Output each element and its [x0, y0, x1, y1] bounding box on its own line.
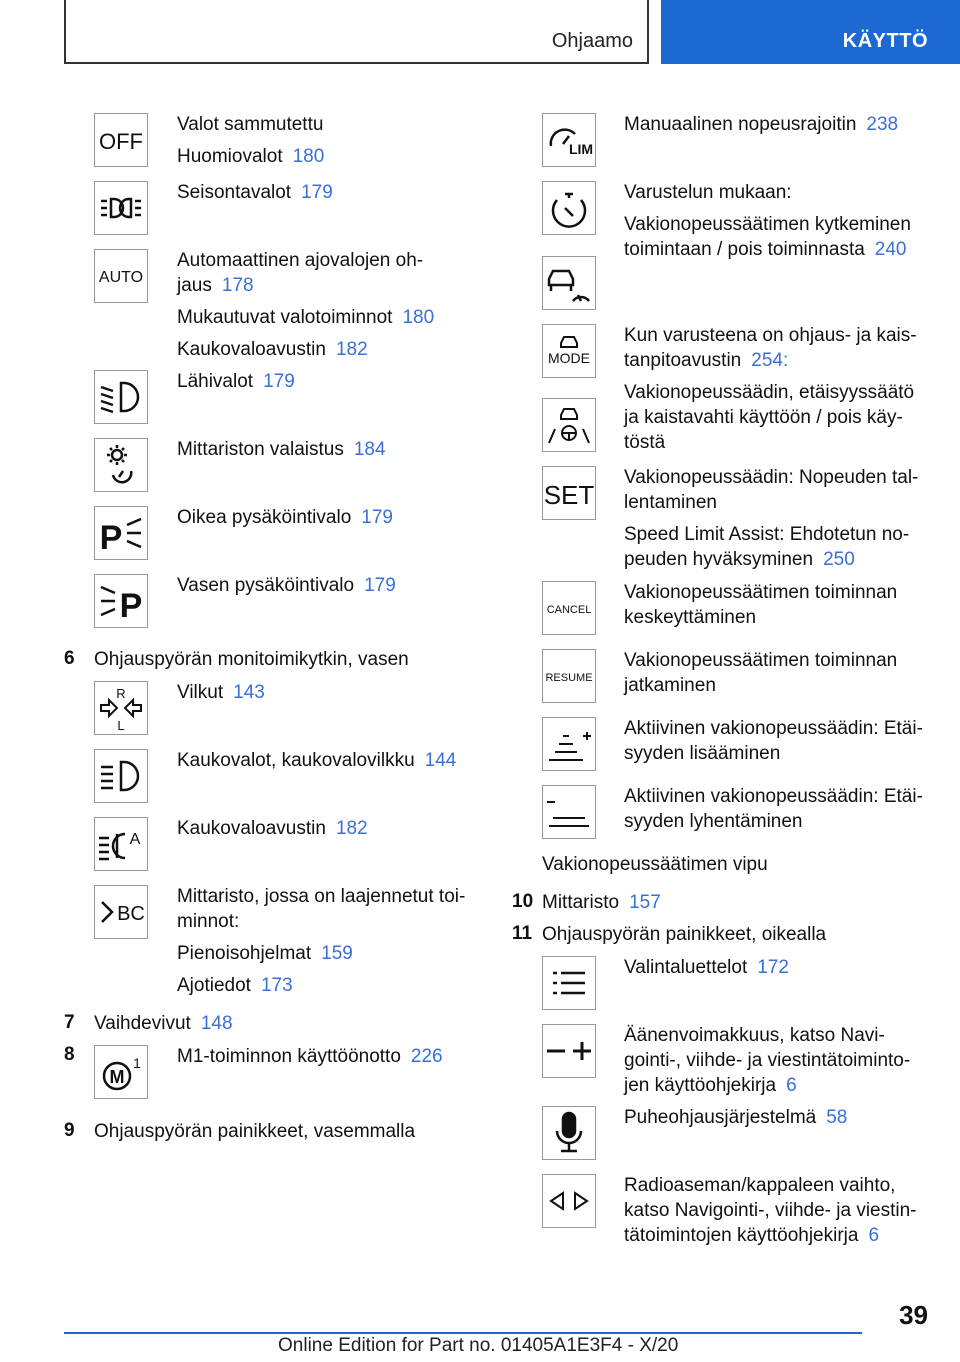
entry-distance-increase [624, 716, 923, 766]
mode-icon [542, 324, 596, 378]
entry-instrument-lighting [177, 437, 386, 462]
entry-line-text: Puheohjausjärjestelmä [624, 1107, 817, 1128]
entry-line [624, 741, 923, 766]
entry-parking-right [177, 505, 393, 530]
entry-line-text: Valintaluettelot [624, 957, 748, 978]
entry-cancel [624, 580, 897, 630]
item-number-9: 9 [64, 1120, 75, 1141]
lim-icon [542, 113, 596, 167]
item-7 [94, 1011, 233, 1036]
page-reference-link[interactable]: 240 [874, 239, 907, 260]
entry-line [624, 323, 917, 348]
entry-line [177, 909, 465, 934]
entry-station-change [624, 1173, 917, 1248]
entry-line [177, 748, 456, 773]
lane-assist-icon [542, 398, 596, 452]
entry-line [624, 1073, 910, 1098]
svg-text:LIM: LIM [568, 141, 594, 157]
entry-line-text: Vakionopeussäätimen toiminnan [624, 650, 898, 671]
auto-icon [94, 249, 148, 303]
entry-line-text: Vakionopeussäätimen toiminnan [624, 582, 898, 603]
entry-line [177, 144, 324, 169]
header-section [64, 0, 649, 64]
list-icon [542, 956, 596, 1010]
low-beam-icon [94, 370, 148, 424]
item-number-7: 7 [64, 1012, 75, 1033]
entry-line-text: Oikea pysäköintivalo [177, 507, 352, 528]
turn-signal-icon [94, 681, 148, 735]
entry-line-text: Mukautuvat valotoiminnot [177, 307, 393, 328]
entry-voice-control [624, 1105, 847, 1130]
entry-line-text: jatkaminen [624, 675, 716, 696]
svg-text:P: P [119, 587, 143, 625]
svg-text:MODE: MODE [548, 350, 590, 366]
entry-line [177, 305, 434, 330]
page-reference-link[interactable]: 179 [364, 575, 396, 596]
entry-line-text: minnot: [177, 911, 240, 932]
entry-line [177, 573, 396, 598]
entry-steering-assistant [624, 323, 917, 455]
entry-line-text: Speed Limit Assist: Ehdotetun no- [624, 524, 910, 545]
entry-line-text: ja kaistavahti käyttöön / pois käy- [624, 407, 903, 428]
distance-plus-icon [542, 717, 596, 771]
svg-text:OFF: OFF [99, 129, 143, 154]
entry-line [624, 1023, 910, 1048]
entry-line [624, 237, 911, 262]
page-reference-link[interactable]: 143 [233, 682, 265, 703]
skip-icon [542, 1174, 596, 1228]
entry-line-text: Kaukovaloavustin [177, 339, 326, 360]
page-reference-link[interactable]: 173 [260, 975, 293, 996]
cruise-icon [542, 181, 596, 235]
svg-text:SET: SET [543, 480, 595, 510]
entry-line [624, 380, 917, 405]
section-title: Ohjaamo [551, 30, 633, 52]
header-chapter [661, 0, 960, 64]
entry-line-text: Ajotiedot [177, 975, 251, 996]
item-10-title: Mittaristo [542, 892, 620, 913]
svg-text:1: 1 [133, 1055, 141, 1071]
page-reference-link[interactable]: 6 [786, 1075, 797, 1096]
m1-icon [94, 1045, 148, 1099]
entry-line-text: Manuaalinen nopeusrajoitin [624, 114, 857, 135]
item-9-title: Ohjauspyörän painikkeet, vasemmalla [94, 1121, 416, 1142]
entry-speed-limiter [624, 112, 898, 137]
entry-line-text: Pienoisohjelmat [177, 943, 312, 964]
page-reference-link[interactable]: 179 [301, 182, 333, 203]
entry-line [177, 973, 465, 998]
high-beam-assist-icon [94, 817, 148, 871]
entry-line [624, 212, 911, 237]
entry-line [624, 430, 917, 455]
item-number-8: 8 [64, 1044, 75, 1065]
entry-line [624, 955, 789, 980]
entry-high-beam-assist [177, 816, 368, 841]
entry-line [624, 547, 918, 572]
entry-line-text: Äänenvoimakkuus, katso Navi- [624, 1025, 885, 1046]
item-10 [542, 890, 661, 915]
entry-line [624, 580, 897, 605]
entry-line-text: toimintaan / pois toiminnasta [624, 239, 865, 260]
entry-line-text: syyden lisääminen [624, 743, 781, 764]
entry-line [177, 816, 368, 841]
entry-bc [177, 884, 465, 998]
page-reference-link[interactable]: 178 [221, 275, 254, 296]
page-reference-link[interactable]: 179 [263, 371, 295, 392]
acc-icon [542, 256, 596, 310]
item-8-ref[interactable]: 226 [410, 1046, 443, 1067]
item-11-title: Ohjauspyörän painikkeet, oikealla [542, 924, 827, 945]
volume-icon [542, 1024, 596, 1078]
entry-line-text: Seisontavalot [177, 182, 292, 203]
entry-line [624, 809, 923, 834]
entry-line-text: Aktiivinen vakionopeussäädin: Etäi- [624, 786, 923, 807]
svg-text:RESUME: RESUME [545, 672, 593, 684]
entry-line [177, 437, 386, 462]
entry-line-text: peuden hyväksyminen [624, 549, 814, 570]
entry-line-text: Kaukovalot, kaukovalovilkku [177, 750, 415, 771]
entry-line-text: Vakionopeussäädin, etäisyyssäätö [624, 382, 915, 403]
page-reference-link[interactable]: 58 [826, 1107, 848, 1128]
page-reference-link[interactable]: 172 [757, 957, 789, 978]
page-reference-link[interactable]: 180 [402, 307, 435, 328]
entry-line-text: katso Navigointi-, viihde- ja viestin- [624, 1200, 917, 1221]
entry-line-text: tätoimintojen käyttöohjekirja [624, 1225, 859, 1246]
entry-line [177, 680, 265, 705]
page-reference-link[interactable]: 182 [335, 818, 368, 839]
parking-light-right-icon [94, 506, 148, 560]
entry-line-text: Vilkut [177, 682, 224, 703]
entry-line-text: syyden lyhentäminen [624, 811, 803, 832]
entry-line-text: Radioaseman/kappaleen vaihto, [624, 1175, 896, 1196]
item-7-ref[interactable]: 148 [200, 1013, 233, 1034]
entry-line-text: Vakionopeussäätimen kytkeminen [624, 214, 911, 235]
item-number-6: 6 [64, 648, 75, 669]
item-6-title: Ohjauspyörän monitoimikytkin, vasen [94, 649, 409, 670]
entry-line-text: keskeyttäminen [624, 607, 757, 628]
item-10-ref[interactable]: 157 [629, 892, 661, 913]
entry-line [624, 348, 917, 373]
entry-line [624, 673, 897, 698]
entry-line-text: Mittaristo, jossa on laajennetut toi- [177, 886, 466, 907]
entry-resume [624, 648, 897, 698]
entry-line [624, 1048, 910, 1073]
svg-text:CANCEL: CANCEL [546, 604, 592, 616]
entry-line-text: Automaattinen ajovalojen oh- [177, 250, 424, 271]
item-8-title: M1-toiminnon käyttöönotto [177, 1046, 401, 1067]
entry-line-text: Kun varusteena on ohjaus- ja kais- [624, 325, 917, 346]
entry-selection-list [624, 955, 789, 980]
entry-line [177, 505, 393, 530]
entry-line-text: gointi-, viihde- ja viestintätoiminto- [624, 1050, 911, 1071]
page-reference-link[interactable]: 254: [751, 350, 789, 371]
item-8 [177, 1044, 443, 1069]
svg-text:R: R [116, 686, 126, 701]
entry-line-text: Mittariston valaistus [177, 439, 344, 460]
bc-icon [94, 885, 148, 939]
page-number: 39 [899, 1300, 928, 1330]
entry-line [624, 784, 923, 809]
cancel-icon [542, 581, 596, 635]
entry-distance-decrease [624, 784, 923, 834]
entry-line [177, 337, 434, 362]
page-reference-link[interactable]: 159 [321, 943, 353, 964]
instrument-lighting-icon [94, 438, 148, 492]
entry-parking-left [177, 573, 396, 598]
entry-line-text: Vasen pysäköintivalo [177, 575, 355, 596]
entry-line [624, 112, 898, 137]
entry-auto-lights [177, 248, 434, 362]
off-icon [94, 113, 148, 167]
entry-line [177, 273, 434, 298]
page-reference-link[interactable]: 144 [424, 750, 457, 771]
footer-edition: Online Edition for Part no. 01405A1E3F4 - X/20 [278, 1335, 679, 1356]
entry-line-text: jaus [177, 275, 212, 296]
entry-line [177, 248, 434, 273]
entry-cruise-control [624, 180, 911, 262]
entry-line [624, 716, 923, 741]
item-7-title: Vaihdevivut [94, 1013, 191, 1034]
entry-line-text: Varustelun mukaan: [624, 182, 792, 203]
item-number-11: 11 [512, 923, 533, 944]
entry-line [177, 112, 324, 137]
entry-low-beam [177, 369, 295, 394]
svg-text:P: P [99, 519, 123, 557]
set-icon [542, 466, 596, 520]
entry-line-text: Vakionopeussäädin: Nopeuden tal- [624, 467, 919, 488]
entry-line [624, 180, 911, 205]
svg-text:A: A [129, 831, 141, 848]
entry-line [624, 465, 918, 490]
page-reference-link[interactable]: 250 [823, 549, 855, 570]
entry-line-text: Aktiivinen vakionopeussäädin: Etäi- [624, 718, 923, 739]
resume-icon [542, 649, 596, 703]
cruise-lever-caption: Vakionopeussäätimen vipu [542, 854, 768, 875]
entry-line [624, 1173, 917, 1198]
entry-line [177, 941, 465, 966]
page-reference-link[interactable]: 238 [866, 114, 899, 135]
entry-parking-lights [177, 180, 333, 205]
chapter-title: KÄYTTÖ [842, 30, 928, 52]
svg-text:L: L [117, 718, 125, 733]
item-number-10: 10 [512, 891, 534, 912]
entry-line [624, 1105, 847, 1130]
svg-text:BC: BC [117, 903, 145, 925]
page-reference-link[interactable]: 182 [335, 339, 368, 360]
microphone-icon [542, 1106, 596, 1160]
entry-line-text: tanpitoavustin [624, 350, 742, 371]
high-beam-icon [94, 749, 148, 803]
entry-line [624, 490, 918, 515]
parking-light-left-icon [94, 574, 148, 628]
entry-turn-signal [177, 680, 265, 705]
svg-text:M: M [109, 1067, 125, 1087]
entry-line [624, 1223, 917, 1248]
entry-high-beam [177, 748, 456, 773]
entry-line-text: Valot sammutettu [177, 114, 324, 135]
parking-lights-icon [94, 181, 148, 235]
entry-lights-off [177, 112, 324, 169]
distance-minus-icon [542, 785, 596, 839]
page-reference-link[interactable]: 184 [353, 439, 386, 460]
entry-volume [624, 1023, 910, 1098]
entry-line-text: töstä [624, 432, 666, 453]
entry-line-text: Huomiovalot [177, 146, 283, 167]
page-reference-link[interactable]: 179 [361, 507, 393, 528]
svg-text:AUTO: AUTO [98, 269, 144, 286]
entry-line-text: Kaukovaloavustin [177, 818, 326, 839]
entry-line-text: jen käyttöohjekirja [624, 1075, 777, 1096]
page-reference-link[interactable]: 180 [292, 146, 325, 167]
entry-set-speed [624, 465, 918, 572]
page-reference-link[interactable]: 6 [868, 1225, 880, 1246]
entry-line [624, 405, 917, 430]
entry-line [624, 605, 897, 630]
entry-line [177, 884, 465, 909]
entry-line [624, 648, 897, 673]
entry-line-text: Lähivalot [177, 371, 254, 392]
entry-line [624, 1198, 917, 1223]
entry-line [624, 522, 918, 547]
entry-line [177, 180, 333, 205]
entry-line [177, 369, 295, 394]
footer-rule [64, 1332, 862, 1334]
entry-line-text: lentaminen [624, 492, 717, 513]
